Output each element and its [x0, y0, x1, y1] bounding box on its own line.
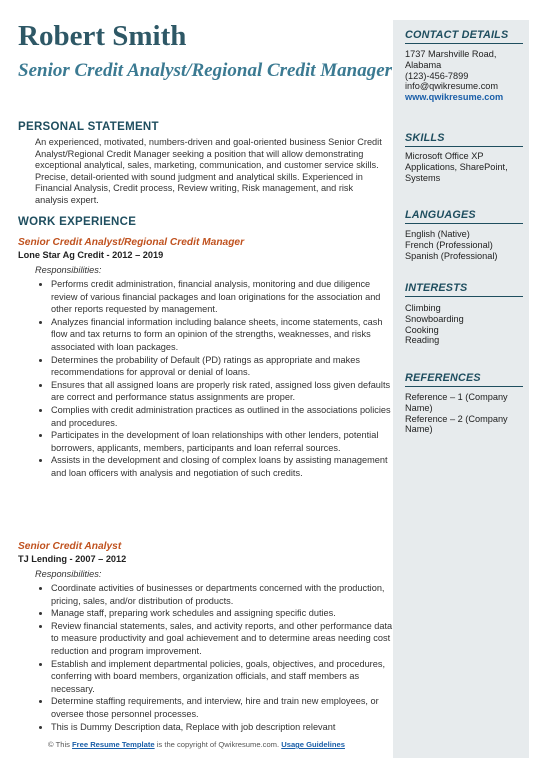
personal-statement-heading: PERSONAL STATEMENT — [18, 121, 159, 133]
responsibilities-label-1: Responsibilities: — [35, 265, 102, 275]
languages-heading: LANGUAGES — [405, 209, 523, 224]
usage-guidelines-link[interactable]: Usage Guidelines — [281, 740, 345, 749]
footer-prefix: © This — [48, 740, 73, 749]
responsibility-item: • Manage staff, preparing work schedules and assigning specific duties. — [51, 607, 393, 620]
contact-details — [405, 49, 527, 103]
interest-item: Snowboarding — [405, 313, 464, 324]
responsibility-item: • Establish and implement departmental policies, goals, objectives, and procedures, conferring with board members, organization officials, and staff members as necessary. — [51, 658, 393, 696]
languages-list — [405, 229, 527, 261]
interests-heading: INTERESTS — [405, 282, 523, 297]
phone-number: (123)-456-7899 — [405, 70, 469, 81]
responsibility-item: • Complies with credit administration practices as outlined in the associations policies and procedures. — [51, 404, 393, 429]
references-heading: REFERENCES — [405, 372, 523, 387]
responsibility-item: • Coordinate activities of businesses or departments concerned with the production, pricing, sales, and/or distribution of products. — [51, 582, 393, 607]
address-line-2: Alabama — [405, 59, 442, 70]
interest-item: Reading — [405, 335, 440, 346]
interest-item: Climbing — [405, 303, 441, 313]
responsibility-item: • Participates in the development of loan relationships with other lenders, potential borrowers, applicants, members, participants and loan referral sources. — [51, 429, 393, 454]
personal-statement-text: An experienced, motivated, numbers-driven and goal-oriented business Senior Credit Analyst/Regional Credit Manager seeking a position that will allow demonstrating exceptional analytical, sales, marketing, communication, and customer service skills. Precise, detail-oriented with sound judgment and analytical skills. Experienced in Financial Analysis, Credit process, Review writing, Risk management, and risk analysis expert. — [35, 137, 382, 205]
responsibility-item: • Performs credit administration, financial analysis, monitoring and due diligence review of various financial packages and loan originations for the association and other reports requested by management. — [51, 278, 393, 316]
language-item: English (Native) — [405, 229, 470, 239]
copyright-footer — [0, 740, 393, 749]
skills-heading: SKILLS — [405, 132, 523, 147]
reference-item: Reference – 1 (Company Name) — [405, 392, 508, 413]
responsibility-item: • Review financial statements, sales, and activity reports, and other performance data to measure productivity and goal achievement and to determine areas needing cost reduction and program improvement. — [51, 620, 393, 658]
job-title-1: Senior Credit Analyst/Regional Credit Manager — [18, 237, 245, 248]
responsibilities-label-2: Responsibilities: — [35, 569, 102, 579]
company-dates-2: TJ Lending - 2007 – 2012 — [18, 554, 127, 564]
address-line-1: 1737 Marshville Road, — [405, 49, 497, 59]
email-address[interactable]: info@qwikresume.com — [405, 81, 499, 92]
candidate-name: Robert Smith — [18, 20, 187, 52]
responsibility-item: • Analyzes financial information including balance sheets, income statements, cash flow and tax returns to form an opinion of the strengths, weaknesses, and risks associated with loan packages. — [51, 316, 393, 354]
responsibility-item: • This is Dummy Description data, Replace with job description relevant — [51, 721, 393, 734]
references-list — [405, 392, 527, 435]
company-dates-1: Lone Star Ag Credit - 2012 – 2019 — [18, 250, 164, 260]
skills-text: Microsoft Office XP Applications, SharePoint, Systems — [405, 151, 508, 183]
free-resume-template-link[interactable]: Free Resume Template — [72, 740, 155, 749]
candidate-headline: Senior Credit Analyst/Regional Credit Manager — [18, 60, 393, 81]
responsibility-item: • Determines the probability of Default (PD) ratings as appropriate and makes recommendations for approval or denial of loans. — [51, 354, 393, 379]
website-link[interactable]: www.qwikresume.com — [405, 92, 504, 103]
responsibility-item: • Assists in the development and closing of complex loans by assisting management and loan officers with analysis and negotiation of such credits. — [51, 454, 393, 479]
interests-list — [405, 303, 527, 346]
language-item: Spanish (Professional) — [405, 250, 498, 261]
interest-item: Cooking — [405, 324, 439, 335]
language-item: French (Professional) — [405, 239, 493, 250]
sidebar — [393, 20, 529, 758]
responsibilities-list-2 — [35, 582, 393, 733]
job-title-2: Senior Credit Analyst — [18, 541, 122, 552]
responsibility-item: • Determine staffing requirements, and interview, hire and train new employees, or oversee those personnel processes. — [51, 695, 393, 720]
responsibility-item: • Ensures that all assigned loans are properly risk rated, assigned loss given defaults are correct and performance status assignments are proper. — [51, 379, 393, 404]
work-experience-heading: WORK EXPERIENCE — [18, 216, 137, 228]
footer-middle: is the copyright of Qwikresume.com. — [154, 740, 282, 749]
reference-item: Reference – 2 (Company Name) — [405, 413, 508, 435]
responsibilities-list-1 — [35, 278, 393, 480]
contact-details-heading: CONTACT DETAILS — [405, 29, 523, 44]
